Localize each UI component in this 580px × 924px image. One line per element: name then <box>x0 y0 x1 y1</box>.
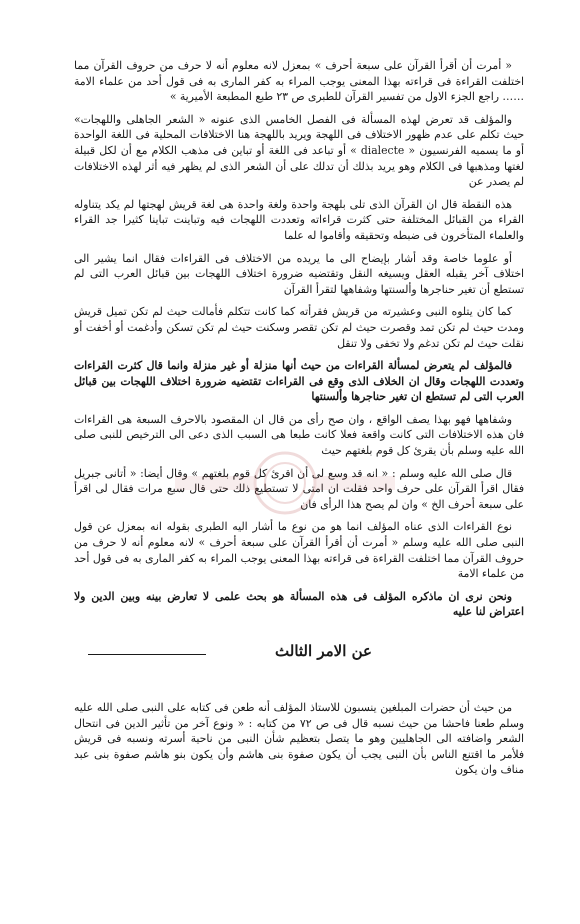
document-page <box>74 58 524 785</box>
paragraph: « أمرت أن أقرأ القرآن على سبعة أحرف » بمعزل لانه معلوم أنه لا حرف من حروف القرآن مما اختلفت القراءة فى قراءته بهذا المعنى يوجب المراء به كفر المارى به فى قول أحد من علماء الامة …… راجع الجزء الاول من تفسير القرآن للطبرى ص ٢٣ طبع المطبعة الأميرية » <box>74 59 524 104</box>
paragraph: أو علوما خاصة وقد أشار بإيضاح الى ما يريده من الاختلاف فى القراءات فقال انما يشير الى اختلاف آخر يقبله العقل ويسيغه النقل وتقتضيه ضرورة اختلاف اللهجات بين قبائل العرب التى لم تستطع أن تغير حناجرها وألسنتها وشفاهها لتقرأ القرآن <box>74 251 524 296</box>
paragraph: كما كان يتلوه النبى وعشيرته من قريش فقرأته كما كانت تتكلم فأمالت حيث لم تكن تميل قريش ومدت حيث لم تكن تمد وقصرت حيث لم تكن تقصر وسكنت حيث لم تكن تسكن وأدغمت أو أخفت أو نقلت حيث لم تكن تدغم ولا تخفى ولا تنقل <box>74 305 524 350</box>
paragraph: نوع القراءات الذى عناه المؤلف انما هو من نوع ما أشار اليه الطبرى بقوله انه بمعزل عن قول النبى صلى الله عليه وسلم « أمرت أن أقرأ القرآن على سبعة أحرف » لانه معلوم أنه لا حرف من حروف القرآن مما اختلفت القراءة فى قراءته بهذا المعنى يوجب المراء به كفر المارى به فى قول أحد من علماء الامة <box>74 520 524 581</box>
section-heading: عن الامر الثالث <box>275 642 372 660</box>
paragraph: من حيث أن حضرات المبلغين ينسبون للاستاذ المؤلف أنه طعن فى كتابه على النبى صلى الله عليه وسلم طعنا فاحشا من حيث نسبه قال فى ص ٧٢ من كتابه : « ونوع آخر من تأثير الدين فى انتحال الشعر واضافته الى الجاهليين وهو ما يتصل بتعظيم شأن النبى من ناحية أسرته ونسبه فى قريش فلأمر ما اقتنع الناس بأن النبى يجب أن يكون صفوة بنى هاشم وأن يكون بنو هاشم صفوة بنى عبد مناف وان يكون <box>74 701 524 777</box>
paragraph: قال صلى الله عليه وسلم : « انه قد وسع لى أن اقرئ كل قوم بلغتهم » وقال أيضا: « أتانى جبريل فقال اقرأ القرآن على حرف واحد فقلت ان امتى لا تستطيع ذلك حتى قال سبع مرات فقال لى اقرأ على سبعة أحرف الخ » وان لم يصح هذا الرأى فان <box>74 466 524 511</box>
paragraph: والمؤلف قد تعرض لهذه المسألة فى الفصل الخامس الذى عنونه « الشعر الجاهلى واللهجات» حيث تكلم على عدم ظهور الاختلاف فى اللهجة ويريد باللهجة هنا الاختلافات المحلية فى اللغة الواحدة أو ما يسميه الفرنسيون « dialecte » أو تباعد فى اللغة أو تباين فى مذهب الكلام مع أن لكل قبيلة لغتها ومذهبها فى الكلام وهو يريد بذلك أن تدلك على أن الشعر الذى لم يظهر فيه أثر لهذه الاختلافات لم يصدر عن <box>74 112 524 189</box>
paragraph-bold: فالمؤلف لم يتعرض لمسألة القراءات من حيث أنها منزلة أو غير منزلة وانما قال كثرت القراءات وتعددت اللهجات وقال ان الخلاف الذى وقع فى القراءات تقتضيه ضرورة اختلاف اللهجات بين قبائل العرب التى لم تستطع ان تغير حناجرها وألسنتها <box>74 359 524 404</box>
section-heading-row <box>74 644 524 670</box>
paragraph: هذه النقطة قال ان القرآن الذى تلى بلهجة واحدة ولغة واحدة هى لغة قريش لهجتها لم يكد يتناوله القراء من القبائل المختلفة حتى كثرت قراءاته وتعددت اللهجات فيه وتباينت تباينا كثيرا جد القراء والعلماء المتأخرون فى ضبطه وتحقيقه وأقاموا له علما <box>74 197 524 242</box>
paragraph-bold: ونحن نرى ان ماذكره المؤلف فى هذه المسألة هو بحث علمى لا تعارض بينه وبين الدين ولا اعتراض لنا عليه <box>74 589 524 619</box>
paragraph: وشفاهها فهو بهذا يصف الواقع ، وان صح رأى من قال ان المقصود بالاحرف السبعة هى القراءات فان هذه الاختلافات التى كانت واقعة فعلا كانت طبعا هى السبب الذى دعى الى الترخيص للنبى صلى الله عليه وسلم بأن يقرئ كل قوم بلغتهم حيث <box>74 412 524 458</box>
heading-rule-divider <box>88 654 206 655</box>
